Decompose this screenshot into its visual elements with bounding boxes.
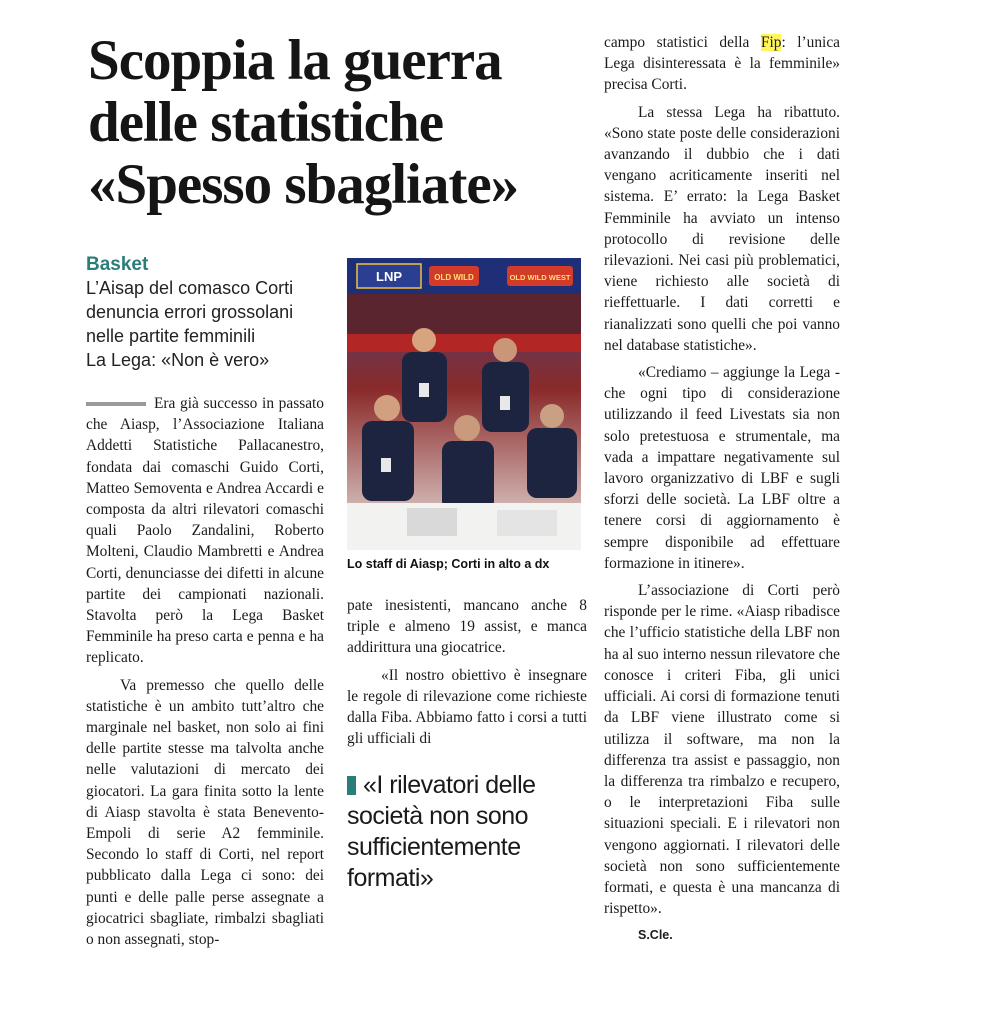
highlighted-word: Fip — [760, 34, 782, 51]
paragraph-text: : l’unica Lega disinteressata è la femminile» precisa Corti. — [604, 34, 840, 94]
subhead-line: nelle partite femminili — [86, 326, 256, 346]
body-paragraph: Va premesso che quello delle statistiche è un ambito tutt’altro che marginale nel basket, non solo ai fini delle partite stesse ma talvolta anche nelle valutazioni di mercato dei giocatori. La gara finita sotto la lente di Aiasp stavolta è stata Benevento-Empoli di serie A2 femminile. Secondo lo staff di Corti, nel report pubblicato dalla Lega ci sono: dei punti e delle palle perse assegnate a giocatrici sbagliate, rimbalzi sbagliati o non assegnati, stop- — [86, 676, 324, 949]
body-paragraph: La stessa Lega ha ribattuto. «Sono state poste delle considerazioni avanzando il dubbio che i dati vengano acriticamente inseriti nel sistema. E’ errato: la Lega Basket Femminile ha avviato un intenso protocollo di revisione delle rilevazioni. Nei casi più problematici, viene richiesto alle società di rieffettuarle. I dati corretti e rianalizzati sono quelli che poi vanno nel database statistiche». — [604, 103, 840, 354]
body-paragraph: pate inesistenti, mancano anche 8 triple e almeno 19 assist, e manca addirittura una giocatrice. — [347, 597, 587, 657]
headline-line: Scoppia la guerra — [88, 29, 502, 92]
banner-lnp-text: LNP — [376, 269, 402, 284]
body-column-2 — [347, 595, 587, 749]
headline — [88, 30, 588, 216]
body-column-1 — [86, 393, 324, 950]
subhead-line: L’Aisap del comasco Corti — [86, 278, 294, 298]
lead-rule — [86, 402, 146, 406]
photo-caption: Lo staff di Aiasp; Corti in alto a dx — [347, 557, 550, 571]
body-paragraph — [86, 393, 324, 669]
body-paragraph — [604, 32, 840, 96]
subhead-line: denuncia errori grossolani — [86, 302, 294, 322]
staff-photo — [347, 258, 581, 550]
banner-sponsor-text: OLD WILD WEST — [509, 273, 571, 282]
author-signature: S.Cle. — [638, 928, 673, 943]
subhead-line: La Lega: «Non è vero» — [86, 350, 270, 370]
paragraph-text: Era già successo in passato che Aiasp, l’Associazione Italiana Addetti Statistiche Pallacanestro, fondata dai comaschi Guido Corti, Matteo Semoventa e Andrea Accardi e composta da altri rilevatori comaschi quali Paolo Zandalini, Roberto Molteni, Claudio Mambretti e Andrea Corti, denunciasse dei difetti in alcune partite dei campionati nazionali. Stavolta però la Lega Basket Femminile ha preso carta e penna e ha replicato. — [86, 395, 324, 667]
paragraph-text: campo statistici della — [604, 34, 761, 51]
pull-quote — [347, 770, 587, 894]
body-paragraph: «Il nostro obiettivo è insegnare le regole di rilevazione come richieste dalla Fiba. Abbiamo fatto i corsi a tutti gli ufficiali di — [347, 666, 587, 748]
headline-line: «Spesso sbagliate» — [88, 153, 519, 216]
body-paragraph: «Crediamo – aggiunge la Lega - che ogni tipo di considerazione utilizzando il feed Livestats sia non solo pretestuosa e strumentale, ma vada a impattare negativamente sul lavoro organizzativo di LBF e sugli sforzi delle società. La LBF oltre a tenere corsi di aggiornamento è sempre disponibile ad effettuare formazione in itinere». — [604, 364, 840, 572]
headline-line: delle statistiche — [88, 91, 444, 154]
subheadline — [86, 276, 331, 372]
quote-marker — [347, 776, 356, 795]
pull-quote-text: «I rilevatori delle società non sono sufficientemente formati» — [347, 771, 536, 892]
body-paragraph: L’associazione di Corti però risponde per le rime. «Aiasp ribadisce che l’ufficio statistiche della LBF non ha al suo interno nessun rilevatore che conosce i criteri Fiba, gli unici ufficiali. Ai corsi di formazione tenuti da LBF viene illustrato come si utilizza il software, ma non la differenza tra assist e passaggio, non la differenza tra rimbalzo e recupero, o le interpretazioni Fiba sulle situazioni speciali. E i rilevatori non vengono aggiornati. I rilevatori delle società non sono sufficientemente formati, e questa è una mancanza di rispetto». — [604, 582, 840, 918]
body-column-3 — [604, 32, 840, 947]
banner-sponsor-text: OLD WILD — [434, 273, 474, 282]
section-kicker: Basket — [86, 254, 149, 275]
